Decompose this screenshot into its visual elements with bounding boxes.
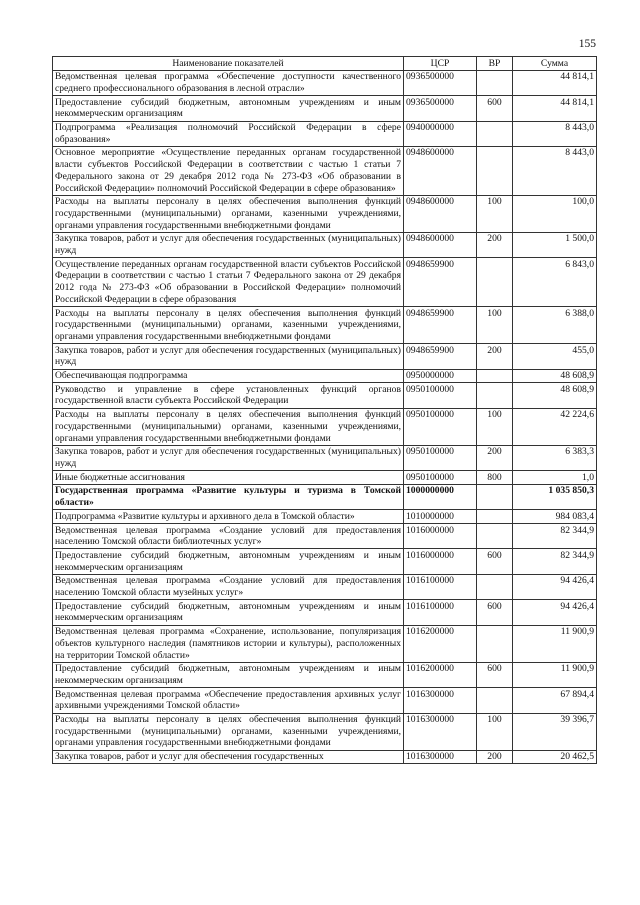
table-row [53, 146, 597, 195]
table-row [53, 750, 597, 764]
row-vr [477, 524, 513, 549]
table-row [53, 195, 597, 232]
row-vr: 200 [477, 232, 513, 257]
row-name: Ведомственная целевая программа «Сохранение, использование, популяризация объектов культурного наследия (памятников истории и культуры), расположенных на территории Томской области» [53, 625, 404, 662]
row-name: Государственная программа «Развитие культуры и туризма в Томской области» [53, 484, 404, 509]
row-vr: 600 [477, 549, 513, 574]
row-sum: 1,0 [513, 471, 597, 485]
row-sum: 6 388,0 [513, 307, 597, 344]
row-code: 0936500000 [404, 96, 477, 121]
row-sum: 100,0 [513, 195, 597, 232]
row-code: 0950100000 [404, 471, 477, 485]
row-code: 0948659900 [404, 258, 477, 307]
row-vr: 600 [477, 96, 513, 121]
row-sum: 39 396,7 [513, 713, 597, 750]
row-code: 1000000000 [404, 484, 477, 509]
row-sum: 8 443,0 [513, 146, 597, 195]
row-vr [477, 258, 513, 307]
row-code: 0948659900 [404, 307, 477, 344]
table-body [53, 70, 597, 764]
table-row [53, 258, 597, 307]
row-name: Ведомственная целевая программа «Обеспечение доступности качественного среднего профессионального образования в лесной отрасли» [53, 70, 404, 95]
row-sum: 82 344,9 [513, 524, 597, 549]
row-code: 1010000000 [404, 510, 477, 524]
budget-table [52, 56, 597, 764]
row-code: 1016100000 [404, 574, 477, 599]
row-name: Основное мероприятие «Осуществление переданных органам государственной власти субъектов Российской Федерации в соответствии с частью 1 статьи 7 Федерального закона от 29 декабря 2012 года № 273-ФЗ «Об образовании в Российской Федерации» полномочий Российской Федерации в сфере образования» [53, 146, 404, 195]
row-sum: 11 900,9 [513, 662, 597, 687]
row-vr [477, 121, 513, 146]
row-name: Ведомственная целевая программа «Создание условий для предоставления населению Томской области библиотечных услуг» [53, 524, 404, 549]
table-header-row [53, 57, 597, 71]
row-name: Закупка товаров, работ и услуг для обеспечения государственных (муниципальных) нужд [53, 445, 404, 470]
row-name: Подпрограмма «Развитие культуры и архивного дела в Томской области» [53, 510, 404, 524]
row-vr [477, 574, 513, 599]
row-vr [477, 510, 513, 524]
row-code: 1016200000 [404, 625, 477, 662]
table-row [53, 625, 597, 662]
row-code: 1016300000 [404, 713, 477, 750]
row-code: 0950100000 [404, 408, 477, 445]
row-vr: 600 [477, 600, 513, 625]
row-name: Ведомственная целевая программа «Обеспечение предоставления архивных услуг архивными учреждениями Томской области» [53, 688, 404, 713]
table-row [53, 70, 597, 95]
row-code: 0936500000 [404, 70, 477, 95]
table-row [53, 383, 597, 408]
row-vr: 200 [477, 344, 513, 369]
row-vr: 600 [477, 662, 513, 687]
header-sum: Сумма [513, 57, 597, 71]
row-sum: 8 443,0 [513, 121, 597, 146]
table-row [53, 344, 597, 369]
row-vr [477, 625, 513, 662]
row-sum: 67 894,4 [513, 688, 597, 713]
row-sum: 82 344,9 [513, 549, 597, 574]
row-code: 1016000000 [404, 549, 477, 574]
row-code: 0948600000 [404, 146, 477, 195]
row-name: Закупка товаров, работ и услуг для обеспечения государственных [53, 750, 404, 764]
row-code: 0948600000 [404, 195, 477, 232]
row-sum: 42 224,6 [513, 408, 597, 445]
row-vr: 200 [477, 445, 513, 470]
row-code: 0950000000 [404, 369, 477, 383]
row-code: 1016200000 [404, 662, 477, 687]
row-sum: 1 500,0 [513, 232, 597, 257]
table-row [53, 549, 597, 574]
row-vr [477, 146, 513, 195]
row-vr: 100 [477, 307, 513, 344]
row-name: Предоставление субсидий бюджетным, автономным учреждениям и иным некоммерческим организациям [53, 549, 404, 574]
table-row [53, 484, 597, 509]
table-row [53, 232, 597, 257]
row-vr [477, 70, 513, 95]
table-row [53, 662, 597, 687]
row-sum: 11 900,9 [513, 625, 597, 662]
row-name: Расходы на выплаты персоналу в целях обеспечения выполнения функций государственными (муниципальными) органами, казенными учреждениями, органами управления государственными внебюджетными фондами [53, 307, 404, 344]
row-name: Ведомственная целевая программа «Создание условий для предоставления населению Томской области музейных услуг» [53, 574, 404, 599]
table-row [53, 688, 597, 713]
row-sum: 94 426,4 [513, 600, 597, 625]
row-vr [477, 369, 513, 383]
row-code: 0948659900 [404, 344, 477, 369]
row-vr [477, 484, 513, 509]
row-name: Закупка товаров, работ и услуг для обеспечения государственных (муниципальных) нужд [53, 232, 404, 257]
row-code: 0950100000 [404, 445, 477, 470]
row-name: Закупка товаров, работ и услуг для обеспечения государственных (муниципальных) нужд [53, 344, 404, 369]
table-row [53, 408, 597, 445]
table-row [53, 713, 597, 750]
row-code: 1016300000 [404, 688, 477, 713]
row-sum: 44 814,1 [513, 96, 597, 121]
row-vr [477, 383, 513, 408]
row-vr: 100 [477, 713, 513, 750]
row-sum: 48 608,9 [513, 383, 597, 408]
row-sum: 984 083,4 [513, 510, 597, 524]
table-row [53, 600, 597, 625]
row-sum: 455,0 [513, 344, 597, 369]
row-vr: 800 [477, 471, 513, 485]
row-code: 0948600000 [404, 232, 477, 257]
row-name: Расходы на выплаты персоналу в целях обеспечения выполнения функций государственными (муниципальными) органами, казенными учреждениями, органами управления государственными внебюджетными фондами [53, 713, 404, 750]
page-number: 155 [578, 38, 596, 50]
table-row [53, 471, 597, 485]
row-name: Расходы на выплаты персоналу в целях обеспечения выполнения функций государственными (муниципальными) органами, казенными учреждениями, органами управления государственными внебюджетными фондами [53, 195, 404, 232]
row-sum: 6 843,0 [513, 258, 597, 307]
row-sum: 1 035 850,3 [513, 484, 597, 509]
table-row [53, 524, 597, 549]
row-sum: 6 383,3 [513, 445, 597, 470]
row-code: 1016000000 [404, 524, 477, 549]
row-vr: 100 [477, 408, 513, 445]
header-name: Наименование показателей [53, 57, 404, 71]
row-sum: 44 814,1 [513, 70, 597, 95]
row-code: 1016300000 [404, 750, 477, 764]
row-sum: 48 608,9 [513, 369, 597, 383]
table-row [53, 96, 597, 121]
table-row [53, 445, 597, 470]
table-row [53, 510, 597, 524]
row-name: Руководство и управление в сфере установленных функций органов государственной власти субъекта Российской Федерации [53, 383, 404, 408]
row-name: Расходы на выплаты персоналу в целях обеспечения выполнения функций государственными (муниципальными) органами, казенными учреждениями, органами управления государственными внебюджетными фондами [53, 408, 404, 445]
row-code: 1016100000 [404, 600, 477, 625]
table-row [53, 574, 597, 599]
row-name: Предоставление субсидий бюджетным, автономным учреждениям и иным некоммерческим организациям [53, 96, 404, 121]
row-vr: 100 [477, 195, 513, 232]
row-name: Предоставление субсидий бюджетным, автономным учреждениям и иным некоммерческим организациям [53, 600, 404, 625]
header-vr: ВР [477, 57, 513, 71]
table-row [53, 369, 597, 383]
row-name: Осуществление переданных органам государственной власти субъектов Российской Федерации в соответствии с частью 1 статьи 7 Федерального закона от 29 декабря 2012 года № 273-ФЗ «Об образовании в Российской Федерации» полномочий Российской Федерации в сфере образования [53, 258, 404, 307]
row-name: Иные бюджетные ассигнования [53, 471, 404, 485]
table-row [53, 121, 597, 146]
row-vr [477, 688, 513, 713]
header-code: ЦСР [404, 57, 477, 71]
row-code: 0940000000 [404, 121, 477, 146]
row-name: Предоставление субсидий бюджетным, автономным учреждениям и иным некоммерческим организациям [53, 662, 404, 687]
row-code: 0950100000 [404, 383, 477, 408]
row-name: Обеспечивающая подпрограмма [53, 369, 404, 383]
table-row [53, 307, 597, 344]
row-vr: 200 [477, 750, 513, 764]
row-sum: 94 426,4 [513, 574, 597, 599]
row-sum: 20 462,5 [513, 750, 597, 764]
row-name: Подпрограмма «Реализация полномочий Российской Федерации в сфере образования» [53, 121, 404, 146]
